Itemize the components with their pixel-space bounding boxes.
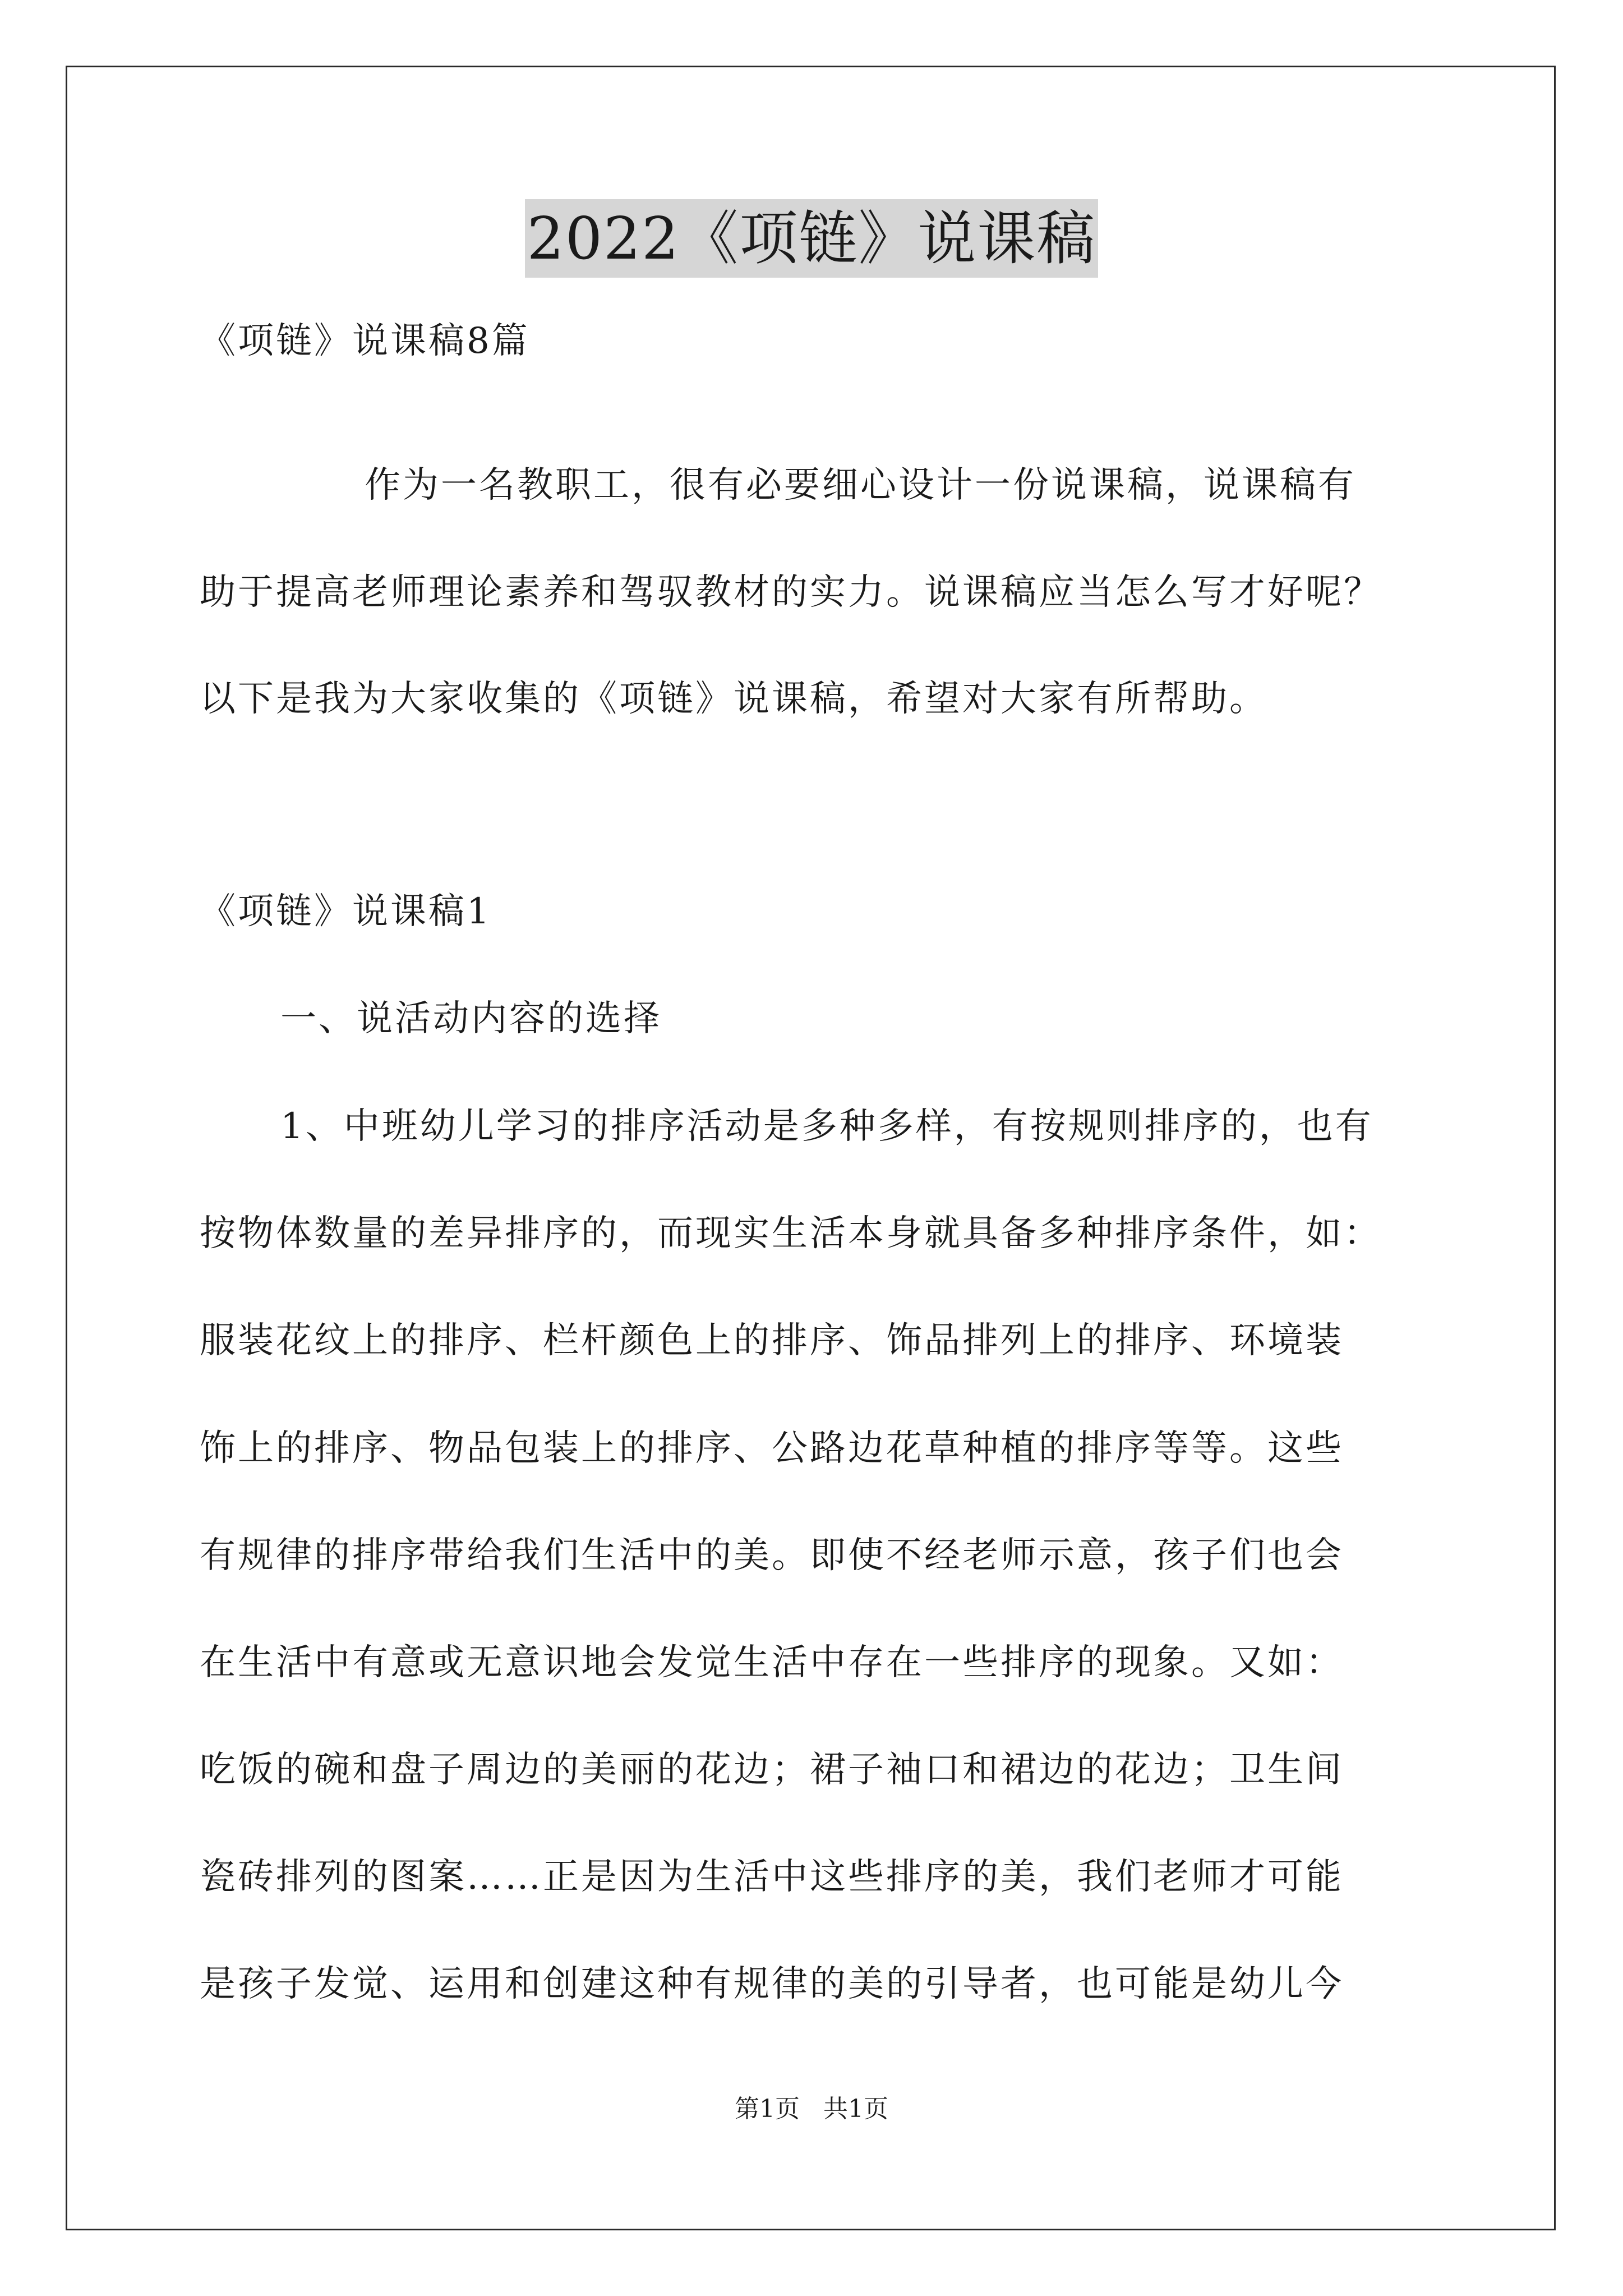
- body-line: 有规律的排序带给我们生活中的美。即使不经老师示意，孩子们也会: [200, 1535, 1344, 1576]
- body-line: 吃饭的碗和盘子周边的美丽的花边；裙子袖口和裙边的花边；卫生间: [200, 1749, 1344, 1791]
- document-title-block: [0, 199, 1623, 278]
- body-line: 是孩子发觉、运用和创建这种有规律的美的引导者，也可能是幼儿今: [200, 1963, 1344, 2005]
- document-title: 2022《项链》说课稿: [525, 199, 1099, 278]
- body-line: 按物体数量的差异排序的，而现实生活本身就具备多种排序条件，如：: [200, 1213, 1382, 1254]
- body-line: 瓷砖排列的图案……正是因为生活中这些排序的美，我们老师才可能: [200, 1856, 1344, 1898]
- intro-line: 以下是我为大家收集的《项链》说课稿，希望对大家有所帮助。: [200, 678, 1267, 720]
- document-subtitle: 《项链》说课稿8篇: [200, 320, 530, 362]
- section-heading: 一、说活动内容的选择: [280, 998, 662, 1039]
- intro-line: 作为一名教职工，很有必要细心设计一份说课稿，说课稿有: [365, 464, 1356, 506]
- intro-line: 助于提高老师理论素养和驾驭教材的实力。说课稿应当怎么写才好呢？: [200, 572, 1382, 613]
- section-title: 《项链》说课稿1: [200, 891, 492, 932]
- page-footer: 第1页 共1页: [735, 2095, 888, 2123]
- body-line: 在生活中有意或无意识地会发觉生活中存在一些排序的现象。又如：: [200, 1642, 1344, 1683]
- body-line: 1、中班幼儿学习的排序活动是多种多样，有按规则排序的，也有: [280, 1106, 1373, 1147]
- body-line: 饰上的排序、物品包装上的排序、公路边花草种植的排序等等。这些: [200, 1428, 1344, 1469]
- body-line: 服装花纹上的排序、栏杆颜色上的排序、饰品排列上的排序、环境装: [200, 1320, 1344, 1361]
